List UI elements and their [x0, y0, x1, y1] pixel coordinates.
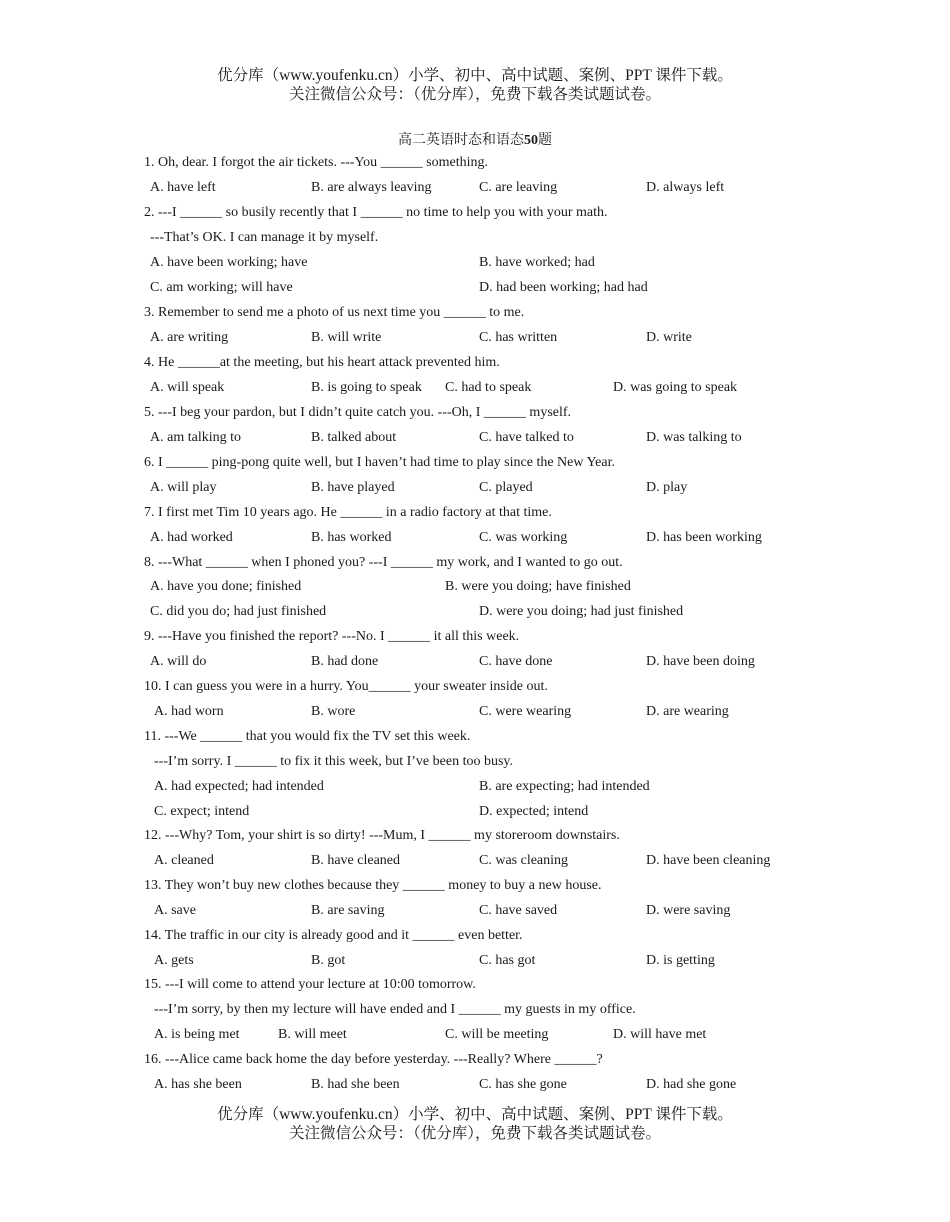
question-5-option-d: D. was talking to	[646, 430, 742, 445]
question-12-option-c: C. was cleaning	[479, 853, 569, 868]
question-14-stem: 14. The traffic in our city is already good and it ______ even better.	[144, 928, 523, 943]
title-count: 50	[524, 133, 538, 148]
question-10-option-b: B. wore	[311, 704, 356, 719]
question-2-stem-reply: ---That’s OK. I can manage it by myself.	[150, 230, 379, 245]
question-13-option-c: C. have saved	[479, 903, 558, 918]
question-13-option-d: D. were saving	[646, 903, 731, 918]
question-11-option-c: C. expect; intend	[154, 804, 250, 819]
question-13-stem: 13. They won’t buy new clothes because they ______ money to buy a new house.	[144, 878, 602, 893]
question-6-option-a: A. will play	[150, 480, 217, 495]
question-8-stem: 8. ---What ______ when I phoned you? ---I ______ my work, and I wanted to go out.	[144, 555, 623, 570]
question-7-stem: 7. I first met Tim 10 years ago. He ______ in a radio factory at that time.	[144, 505, 552, 520]
question-5-stem: 5. ---I beg your pardon, but I didn’t quite catch you. ---Oh, I ______ myself.	[144, 405, 572, 420]
question-6-option-d: D. play	[646, 480, 688, 495]
question-10-option-a: A. had worn	[154, 704, 224, 719]
question-10-stem: 10. I can guess you were in a hurry. You______ your sweater inside out.	[144, 679, 548, 694]
question-10-option-c: C. were wearing	[479, 704, 572, 719]
question-2-option-a: A. have been working; have	[150, 255, 308, 270]
question-15-stem-reply: ---I’m sorry, by then my lecture will have ended and I ______ my guests in my office.	[154, 1002, 636, 1017]
title-suffix: 题	[538, 133, 552, 148]
question-2-option-c: C. am working; will have	[150, 280, 293, 295]
question-9-option-a: A. will do	[150, 654, 207, 669]
question-16-option-a: A. has she been	[154, 1077, 242, 1092]
question-15-option-c: C. will be meeting	[445, 1027, 549, 1042]
question-9-stem: 9. ---Have you finished the report? ---No. I ______ it all this week.	[144, 629, 520, 644]
question-11-stem-reply: ---I’m sorry. I ______ to fix it this week, but I’ve been too busy.	[154, 754, 513, 769]
question-16-option-c: C. has she gone	[479, 1077, 567, 1092]
footer-line-2: 关注微信公众号：（优分库），免费下载各类试题试卷。	[288, 1125, 661, 1142]
question-5-option-c: C. have talked to	[479, 430, 574, 445]
question-11-option-d: D. expected; intend	[479, 804, 589, 819]
header-banner	[0, 66, 950, 104]
question-6-option-c: C. played	[479, 480, 533, 495]
question-7-option-b: B. has worked	[311, 530, 392, 545]
question-3-option-c: C. has written	[479, 330, 558, 345]
question-11-stem: 11. ---We ______ that you would fix the TV set this week.	[144, 729, 471, 744]
question-9-option-d: D. have been doing	[646, 654, 755, 669]
question-8-option-a: A. have you done; finished	[150, 579, 302, 594]
question-6-option-b: B. have played	[311, 480, 395, 495]
footer-line-1: 优分库（www.youfenku.cn）小学、初中、高中试题、案例、PPT 课件下载。	[217, 1106, 733, 1123]
question-14-option-d: D. is getting	[646, 953, 715, 968]
header-line-2: 关注微信公众号：（优分库），免费下载各类试题试卷。	[288, 86, 661, 103]
question-1-option-a: A. have left	[150, 180, 216, 195]
question-16-stem: 16. ---Alice came back home the day before yesterday. ---Really? Where ______?	[144, 1052, 603, 1067]
question-14-option-b: B. got	[311, 953, 346, 968]
question-8-option-d: D. were you doing; had just finished	[479, 604, 684, 619]
title-main: 高二英语时态和语态	[398, 133, 524, 148]
question-7-option-a: A. had worked	[150, 530, 233, 545]
question-16-option-b: B. had she been	[311, 1077, 400, 1092]
question-12-stem: 12. ---Why? Tom, your shirt is so dirty! ---Mum, I ______ my storeroom downstairs.	[144, 828, 620, 843]
page-title	[0, 129, 950, 149]
question-1-option-c: C. are leaving	[479, 180, 558, 195]
question-3-stem: 3. Remember to send me a photo of us next time you ______ to me.	[144, 305, 525, 320]
footer-banner	[0, 1105, 950, 1143]
question-4-option-d: D. was going to speak	[613, 380, 738, 395]
question-7-option-c: C. was working	[479, 530, 568, 545]
question-11-option-a: A. had expected; had intended	[154, 779, 324, 794]
question-7-option-d: D. has been working	[646, 530, 762, 545]
question-4-option-b: B. is going to speak	[311, 380, 422, 395]
question-10-option-d: D. are wearing	[646, 704, 729, 719]
question-12-option-d: D. have been cleaning	[646, 853, 771, 868]
question-9-option-c: C. have done	[479, 654, 553, 669]
question-1-option-d: D. always left	[646, 180, 725, 195]
question-15-option-b: B. will meet	[278, 1027, 347, 1042]
question-9-option-b: B. had done	[311, 654, 379, 669]
question-2-option-d: D. had been working; had had	[479, 280, 648, 295]
question-2-stem: 2. ---I ______ so busily recently that I ______ no time to help you with your math.	[144, 205, 608, 220]
question-4-option-a: A. will speak	[150, 380, 225, 395]
question-15-option-a: A. is being met	[154, 1027, 240, 1042]
question-1-stem: 1. Oh, dear. I forgot the air tickets. ---You ______ something.	[144, 155, 488, 170]
question-13-option-a: A. save	[154, 903, 196, 918]
question-14-option-a: A. gets	[154, 953, 194, 968]
question-12-option-a: A. cleaned	[154, 853, 214, 868]
question-8-option-b: B. were you doing; have finished	[445, 579, 631, 594]
question-3-option-a: A. are writing	[150, 330, 229, 345]
question-3-option-b: B. will write	[311, 330, 382, 345]
question-15-option-d: D. will have met	[613, 1027, 707, 1042]
question-5-option-a: A. am talking to	[150, 430, 241, 445]
question-14-option-c: C. has got	[479, 953, 536, 968]
question-6-stem: 6. I ______ ping-pong quite well, but I haven’t had time to play since the New Year.	[144, 455, 615, 470]
question-11-option-b: B. are expecting; had intended	[479, 779, 650, 794]
question-4-stem: 4. He ______at the meeting, but his heart attack prevented him.	[144, 355, 500, 370]
question-4-option-c: C. had to speak	[445, 380, 532, 395]
question-8-option-c: C. did you do; had just finished	[150, 604, 327, 619]
question-15-stem: 15. ---I will come to attend your lecture at 10:00 tomorrow.	[144, 977, 476, 992]
question-12-option-b: B. have cleaned	[311, 853, 401, 868]
header-line-1: 优分库（www.youfenku.cn）小学、初中、高中试题、案例、PPT 课件下载。	[217, 67, 733, 84]
question-1-option-b: B. are always leaving	[311, 180, 432, 195]
question-2-option-b: B. have worked; had	[479, 255, 595, 270]
question-13-option-b: B. are saving	[311, 903, 385, 918]
question-5-option-b: B. talked about	[311, 430, 397, 445]
question-16-option-d: D. had she gone	[646, 1077, 737, 1092]
question-3-option-d: D. write	[646, 330, 692, 345]
